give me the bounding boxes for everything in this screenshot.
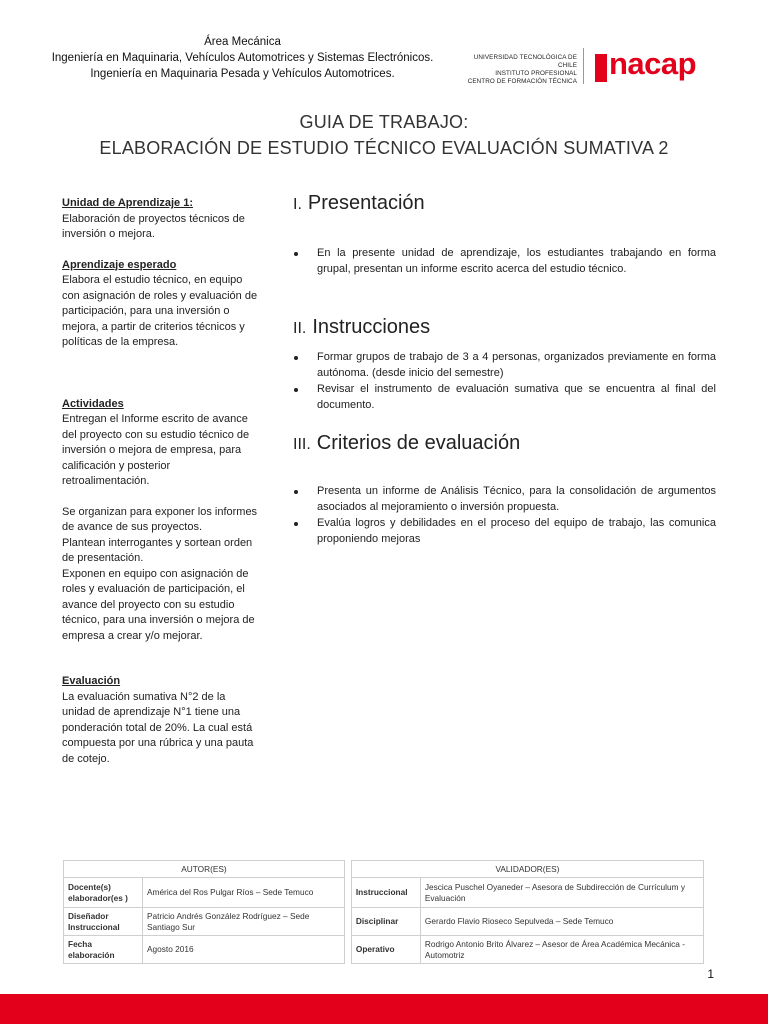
- section-title-text: Criterios de evaluación: [316, 432, 521, 454]
- activities-text-3: Plantean interrogantes y sortean orden de presentación.: [62, 536, 253, 564]
- learning-heading: Aprendizaje esperado: [62, 258, 177, 271]
- activities-text-2: Se organizan para exponer los informes de avance de sus proyectos.: [62, 505, 258, 533]
- institution-line-1: UNIVERSIDAD TECNOLÓGICA DE CHILE: [473, 54, 577, 69]
- header-program-1: Ingeniería en Maquinaria, Vehículos Automotrices y Sistemas Electrónicos.: [51, 52, 434, 64]
- logo-i-square-icon: [595, 54, 607, 82]
- table-header-row: [64, 861, 704, 878]
- unit-text: Elaboración de proyectos técnicos de inversión o mejora.: [62, 212, 245, 240]
- validator-label: Instruccional: [351, 878, 420, 908]
- instructions-bullets: [290, 350, 716, 414]
- section-number: I.: [293, 196, 302, 213]
- validator-value: Jescica Puschel Oyaneder – Asesora de Subdirección de Currículum y Evaluación: [420, 878, 703, 908]
- institution-line-3: CENTRO DE FORMACIÓN TÉCNICA: [467, 78, 577, 85]
- unit-heading: Unidad de Aprendizaje 1:: [62, 197, 194, 209]
- section-presentation-title: [293, 192, 425, 215]
- activities-heading: Actividades: [62, 397, 124, 410]
- institution-line-2: INSTITUTO PROFESIONAL: [495, 70, 577, 77]
- activities-text-4: Exponen en equipo con asignación de roles y evaluación de participación, el avance del proyecto con su estudio técnico, para una inversión o mejora de empresa a crear y/o mejorar.: [62, 567, 255, 642]
- evaluation-heading: Evaluación: [62, 675, 121, 687]
- inacap-logo: [455, 48, 745, 88]
- author-value: Patricio Andrés González Rodríguez – Sede Santiago Sur: [143, 908, 345, 936]
- sidebar-learning-info: [62, 196, 258, 767]
- validator-value: Gerardo Flavio Rioseco Sepulveda – Sede Temuco: [420, 908, 703, 936]
- logo-divider: [583, 48, 584, 84]
- list-item: Evalúa logros y debilidades en el proceso del equipo de trabajo, las comunica proponiendo mejoras: [290, 516, 716, 547]
- guide-title: GUIA DE TRABAJO:: [299, 112, 469, 132]
- list-item: Revisar el instrumento de evaluación sumativa que se encuentra al final del documento.: [290, 382, 716, 413]
- learning-text: Elabora el estudio técnico, en equipo con asignación de roles y evaluación de participación, para una inversión o mejora, a partir de criterios técnicos y políticas de la empresa.: [62, 274, 258, 348]
- presentation-bullets: [290, 246, 716, 278]
- section-criteria-title: [293, 432, 520, 455]
- list-item: Formar grupos de trabajo de 3 a 4 personas, organizados previamente en forma autónoma. (desde inicio del semestre): [290, 350, 716, 381]
- document-header: [30, 34, 455, 82]
- evaluation-text: La evaluación sumativa N°2 de la unidad de aprendizaje N°1 tiene una ponderación total de 20%. La cual está compuesta por una rúbrica y una pauta de cotejo.: [62, 690, 254, 765]
- header-program-2: Ingeniería en Maquinaria Pesada y Vehículos Automotrices.: [90, 68, 395, 80]
- activities-text-1: Entregan el Informe escrito de avance del proyecto con su estudio técnico de inversión o mejora de empresa, para calificación y posterior retroalimentación.: [62, 413, 250, 487]
- list-item: En la presente unidad de aprendizaje, los estudiantes trabajando en forma grupal, presentan un informe escrito acerca del estudio técnico.: [290, 246, 716, 277]
- validators-header: VALIDADOR(ES): [351, 861, 703, 878]
- criteria-bullets: [290, 484, 716, 548]
- institution-lines: [455, 54, 577, 86]
- page-number: 1: [707, 967, 714, 981]
- logo-mark: [595, 46, 745, 84]
- table-row: [64, 908, 704, 936]
- author-label: Fecha elaboración: [64, 936, 143, 964]
- author-value: América del Ros Pulgar Ríos – Sede Temuco: [143, 878, 345, 908]
- authors-header: AUTOR(ES): [64, 861, 345, 878]
- footer-bar: [0, 994, 768, 1024]
- validator-label: Disciplinar: [351, 908, 420, 936]
- author-label: Diseñador Instruccional: [64, 908, 143, 936]
- guide-subtitle: ELABORACIÓN DE ESTUDIO TÉCNICO EVALUACIÓN SUMATIVA 2: [99, 138, 669, 158]
- table-row: [64, 936, 704, 964]
- section-number: II.: [293, 320, 307, 337]
- logo-wordmark: nacap: [609, 46, 697, 81]
- author-label: Docente(s) elaborador(es ): [64, 878, 143, 908]
- section-number: III.: [293, 436, 311, 453]
- author-value: Agosto 2016: [143, 936, 345, 964]
- section-title-text: Instrucciones: [312, 316, 431, 338]
- credits-table: [63, 860, 704, 964]
- validator-value: Rodrigo Antonio Brito Álvarez – Asesor de Área Académica Mecánica - Automotriz: [420, 936, 703, 964]
- validator-label: Operativo: [351, 936, 420, 964]
- table-row: [64, 878, 704, 908]
- section-title-text: Presentación: [307, 192, 425, 214]
- header-area: Área Mecánica: [204, 36, 281, 48]
- list-item: Presenta un informe de Análisis Técnico, para la consolidación de argumentos asociados al mejoramiento o inversión propuesta.: [290, 484, 716, 515]
- section-instructions-title: [293, 316, 430, 339]
